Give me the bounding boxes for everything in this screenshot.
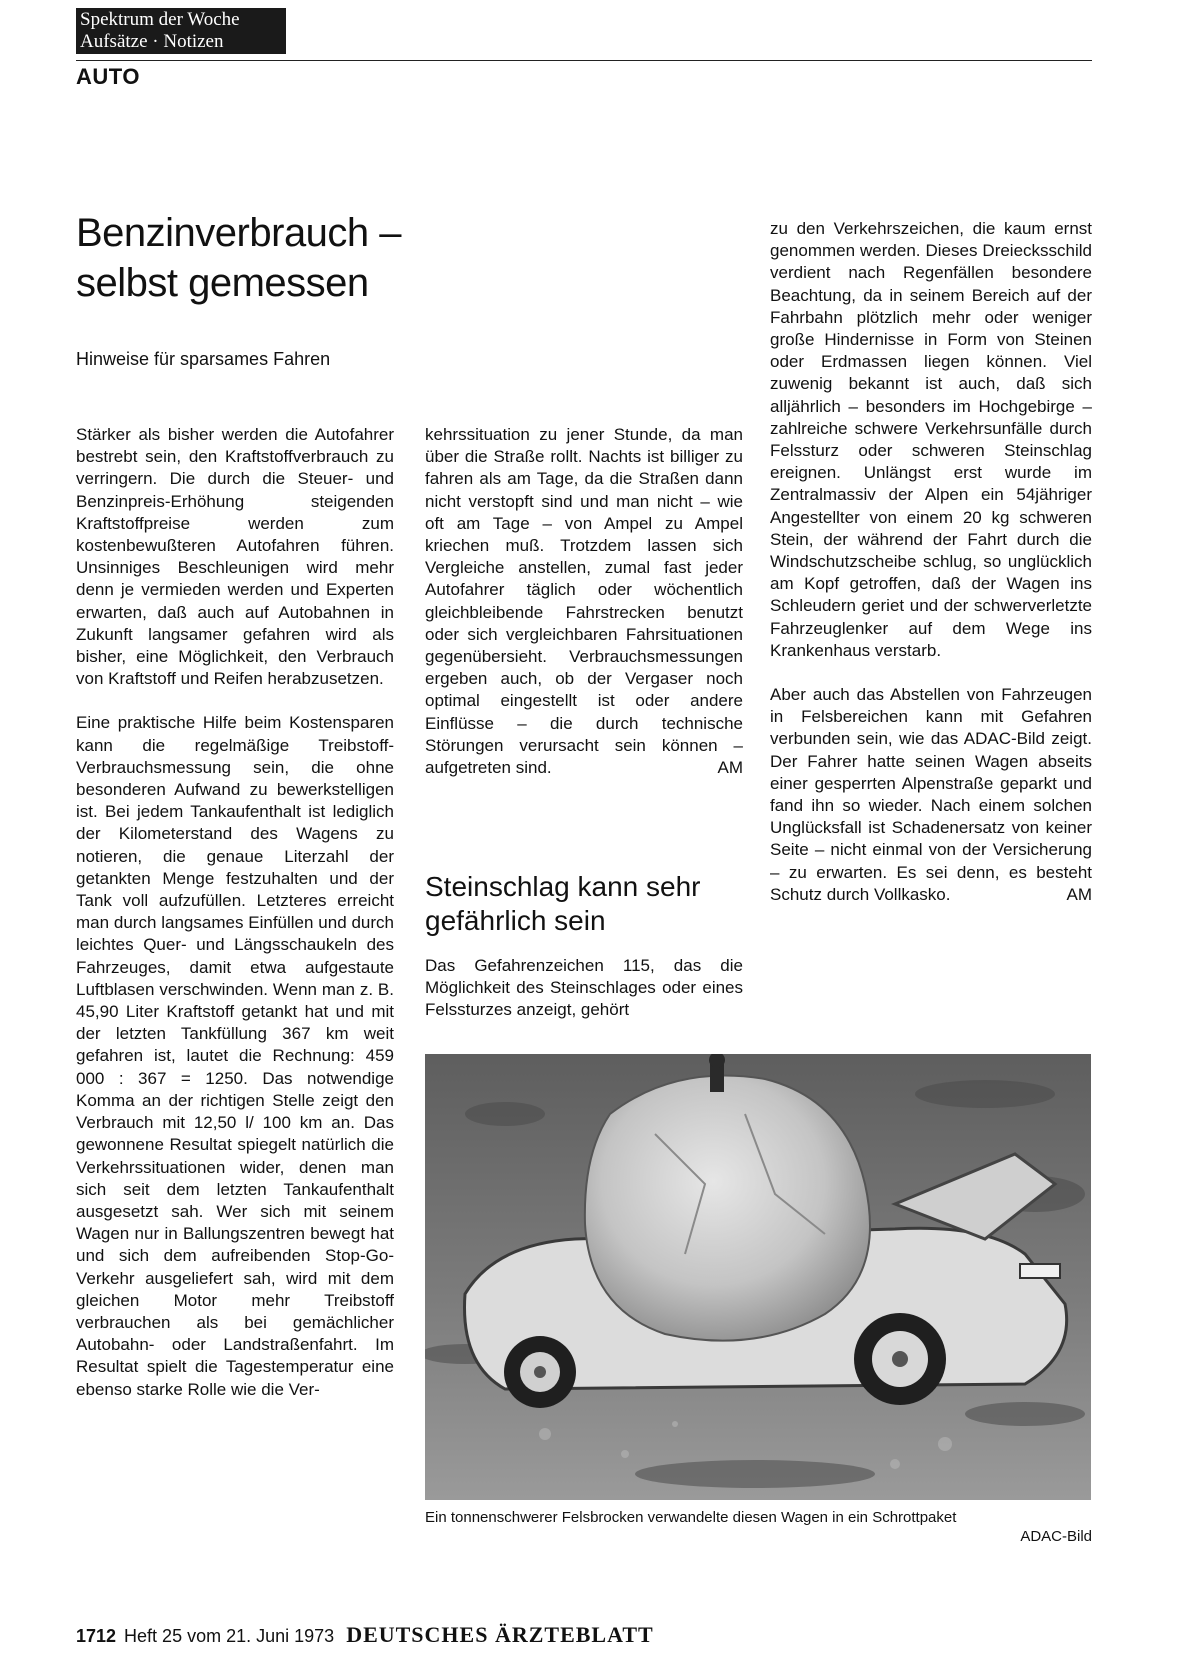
section-label: AUTO [76, 64, 140, 89]
rubric-line-1: Spektrum der Woche [80, 9, 240, 30]
article-title: Benzinverbrauch – selbst gemessen [76, 211, 402, 305]
issue-info: Heft 25 vom 21. Juni 1973 [124, 1626, 335, 1646]
rubric-box [76, 8, 286, 54]
col1-paragraph-2: Eine praktische Hilfe beim Kostensparen kann die regelmäßige Treibstoff-Verbrauchsmessung sein, die ohne besonderen Aufwand zu bewerkstelligen ist. Bei jedem Tankaufenthalt ist lediglich der Kilometerstand des Wagens zu notieren, die genaue Literzahl der getankten Menge festzuhalten und der Tank voll aufzufüllen. Letzteres erreicht man durch langsames Einfüllen und durch leichtes Quer- und Längsschaukeln des Fahrzeuges, damit etwa aufgestaute Luftblasen verschwinden. Wenn man z. B. 45,90 Liter Kraftstoff getankt hat und mit der letzten Tankfüllung 367 km weit gefahren ist, lautet die Rechnung: 459 000 : 367 = 1250. Das notwendige Komma an der richtigen Stelle zeigt den Verbrauch mit 12,50 l/ 100 km an. Das gewonnene Resultat spiegelt natürlich die Verkehrssituationen wider, denen man sich seit dem letzten Tankaufenthalt ausgesetzt sah. Wer sich mit seinem Wagen nur in Ballungszentren bewegt hat und sich dem aufreibenden Stop-Go-Verkehr ausgeliefert sah, wird mit dem gleichen Motor mehr Treibstoff verbrauchen als bei gemächlicher Autobahn- oder Landstraßenfahrt. Im Resultat spielt die Tagestemperatur eine ebenso starke Rolle wie die Ver- [76, 713, 394, 1399]
col3-paragraph-2-text: Aber auch das Abstellen von Fahrzeugen in Felsbereichen kann mit Gefahren verbunden sein, wie das ADAC-Bild zeigt. Der Fahrer hatte seinen Wagen abseits einer gesperrten Alpenstraße geparkt und fand ihn so wieder. Nach einem solchen Unglücksfall ist Schadenersatz von keiner Seite – nicht einmal von der Versicherung – zu erwarten. Es sei denn, es besteht Schutz durch Vollkasko. [770, 685, 1092, 904]
col3-paragraph-1: zu den Verkehrszeichen, die kaum ernst genommen werden. Dieses Dreiecksschild verdient nach Regenfällen besondere Beachtung, da in seinem Bereich auf der Fahrbahn plötzlich mehr oder weniger große Hindernisse in Form von Steinen oder Erdmassen liegen können. Viel zuwenig bekannt ist auch, daß sich alljährlich – besonders im Hochgebirge – zahlreiche schwere Verkehrsunfälle durch Felssturz oder schweren Steinschlag ereignen. Unlängst erst wurde im Zentralmassiv der Alpen ein 54jähriger Angestellter von einem 20 kg schweren Stein, der während der Fahrt durch die Windschutzscheibe schlug, so unglücklich am Kopf getroffen, daß der Wagen ins Schleudern geriet und der schwerverletzte Fahrzeuglenker auf dem Wege ins Krankenhaus verstarb. [770, 219, 1092, 660]
column-2 [425, 424, 743, 779]
column-1 [76, 424, 394, 1401]
page-footer [76, 1622, 654, 1648]
header-rule [76, 60, 1092, 61]
rubric-line-2: Aufsätze · Notizen [80, 31, 224, 52]
page-number: 1712 [76, 1626, 117, 1646]
column-3 [770, 218, 1092, 906]
photo-caption: Ein tonnenschwerer Felsbrocken verwandelte diesen Wagen in ein Schrottpaket [425, 1509, 957, 1526]
col3-paragraph-2 [770, 684, 1092, 906]
col2-paragraph-1 [425, 424, 743, 779]
col2-paragraph-1-text: kehrssituation zu jener Stunde, da man über die Straße rollt. Nachts ist billiger zu fahren als am Tage, da die Straßen dann nicht verstopft sind und man nicht – wie oft am Tage – von Ampel zu Ampel kriechen muß. Trotzdem lassen sich Vergleiche anstellen, zumal fast jeder Autofahrer täglich oder wöchentlich gleichbleibende Fahrstrecken benutzt oder sich vergleichbaren Fahrsituationen gegenübersieht. Verbrauchsmessungen ergeben auch, ob der Vergaser noch optimal eingestellt ist oder andere Einflüsse – die durch technische Störungen verursacht sein können – aufgetreten sind. [425, 425, 743, 778]
magazine-name: DEUTSCHES ÄRZTEBLATT [346, 1622, 654, 1647]
article2-title: Steinschlag kann sehr gefährlich sein [425, 871, 701, 936]
article2-column-start [425, 955, 743, 1022]
author-signature-2: AM [1066, 884, 1092, 904]
accident-photo [425, 1054, 1091, 1500]
article-subtitle: Hinweise für sparsames Fahren [76, 349, 331, 369]
author-signature-1: AM [717, 758, 743, 778]
col1-paragraph-1: Stärker als bisher werden die Autofahrer bestrebt sein, den Kraftstoffverbrauch zu verringern. Die durch die Steuer- und Benzinpreis-Erhöhung steigenden Kraftstoffpreise werden zum kostenbewußteren Autofahren führen. Unsinniges Beschleunigen wird mehr denn je vermieden werden und Experten erwarten, daß auch auf Autobahnen in Zukunft langsamer gefahren wird als bisher, eine Möglichkeit, den Verbrauch von Kraftstoff und Reifen herabzusetzen. [76, 425, 394, 689]
article2-paragraph-1: Das Gefahrenzeichen 115, das die Möglichkeit des Steinschlages oder eines Felssturzes anzeigt, gehört [425, 956, 743, 1020]
photo-credit: ADAC-Bild [1020, 1528, 1092, 1545]
